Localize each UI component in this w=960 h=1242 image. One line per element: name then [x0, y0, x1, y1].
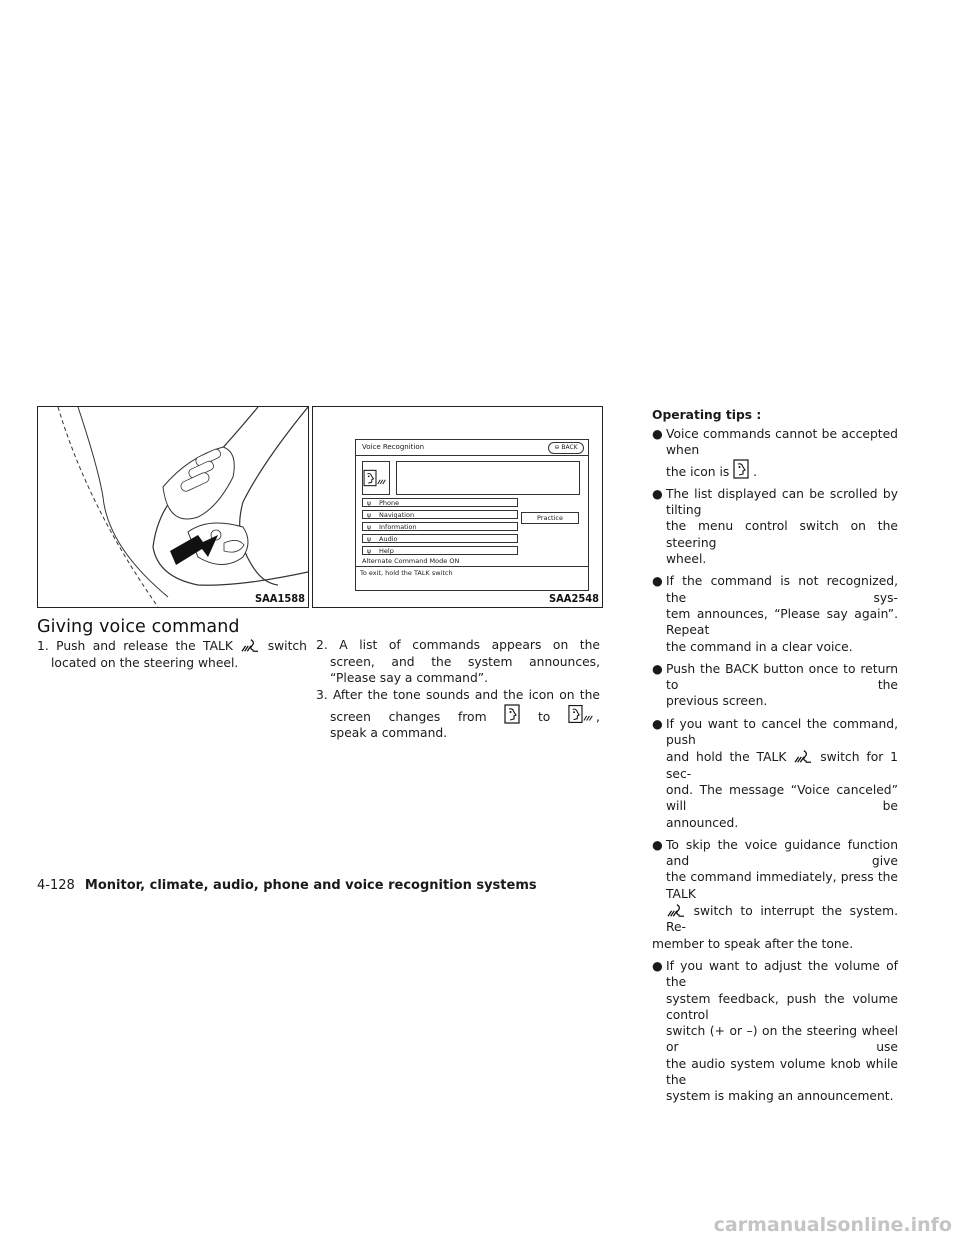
speaker-face-icon [733, 459, 749, 479]
speaker-face-mic-icon [568, 704, 596, 724]
alt-command-mode: Alternate Command Mode ON [362, 557, 460, 565]
menu-item-navigation[interactable]: ψ Navigation [362, 510, 518, 519]
tip-2: ● The list displayed can be scrolled by tilting the menu control switch on the steering wheel. [652, 486, 898, 567]
tips-title: Operating tips : [652, 408, 762, 422]
bullet: ● [652, 427, 663, 441]
bullet: ● [652, 958, 663, 973]
tip-6: ● To skip the voice guidance function and give the command immediately, press the TALK switch to interrupt the system. Re- member to speak after the tone. [652, 837, 898, 951]
bullet: ● [652, 716, 663, 731]
tip-7: ● If you want to adjust the volume of the system feedback, push the volume control switch (+ or –) on the steering wheel or use the audio system volume knob while the system is making an announcement. [652, 958, 898, 1104]
command-field [396, 461, 580, 495]
step-3-line-2: screen changes from to , [316, 704, 600, 726]
divider [356, 455, 588, 456]
steering-wheel-illustration [38, 407, 308, 607]
screen-title: Voice Recognition [362, 443, 425, 451]
tip-3: ● If the command is not recognized, the sys- tem announces, “Please say again”. Repeat the command in a clear voice. [652, 574, 898, 654]
chapter-title: Monitor, climate, audio, phone and voice recognition systems [84, 878, 537, 893]
mic-icon: ψ [367, 500, 371, 507]
talk-switch-icon [240, 637, 260, 653]
menu-item-audio[interactable]: ψ Audio [362, 534, 518, 543]
figure-voice-screen [312, 406, 603, 608]
menu-item-phone[interactable]: ψ Phone [362, 498, 518, 507]
bullet: ● [652, 574, 663, 589]
mic-icon: ψ [367, 512, 371, 519]
page-footer [37, 878, 537, 893]
bullet: ● [652, 837, 663, 852]
figure-steering-wheel [37, 406, 309, 608]
mic-icon: ψ [367, 548, 371, 555]
voice-recognition-screen [355, 439, 589, 591]
step-3 [316, 687, 600, 742]
step-1-line-1: 1. Push and release the TALK switch [37, 639, 307, 653]
back-button[interactable]: ⊖ BACK [548, 442, 584, 454]
figure-code: SAA1588 [255, 592, 305, 605]
step-3-line-1: 3. After the tone sounds and the icon on the [316, 688, 600, 702]
tips-list [652, 426, 898, 1111]
tip-4: ● Push the BACK button once to return to the previous screen. [652, 661, 898, 709]
exit-hint: To exit, hold the TALK switch [356, 566, 588, 579]
practice-button[interactable]: Practice [521, 512, 579, 524]
page-number: 4-128 [37, 878, 75, 893]
bullet: ● [652, 486, 663, 501]
speaker-face-icon [362, 461, 390, 495]
section-title: Giving voice command [37, 617, 240, 637]
menu-item-help[interactable]: ψ Help [362, 546, 518, 555]
talk-switch-icon [793, 748, 813, 764]
step-1 [37, 637, 307, 671]
speaker-face-icon [504, 704, 520, 724]
step-2 [316, 637, 600, 687]
bullet: ● [652, 661, 663, 676]
step-2-line-1: 2. A list of commands appears on the [316, 638, 600, 652]
mic-icon: ψ [367, 536, 371, 543]
tip-1: ● Voice commands cannot be accepted when the icon is . [652, 427, 898, 479]
watermark: carmanualsonline.info [713, 1214, 952, 1236]
step-2-line-2: screen, and the system announces, [330, 654, 600, 669]
step-3-line-3: speak a command. [330, 726, 448, 741]
figure-code: SAA2548 [549, 592, 599, 605]
menu-item-information[interactable]: ψ Information [362, 522, 518, 531]
mic-icon: ψ [367, 524, 371, 531]
step-2-line-3: “Please say a command”. [330, 671, 489, 686]
tip-5: ● If you want to cancel the command, push and hold the TALK switch for 1 sec- ond. The message “Voice canceled” will be announced. [652, 716, 899, 830]
step-1-line-2: located on the steering wheel. [51, 655, 239, 670]
talk-switch-icon [666, 902, 686, 918]
